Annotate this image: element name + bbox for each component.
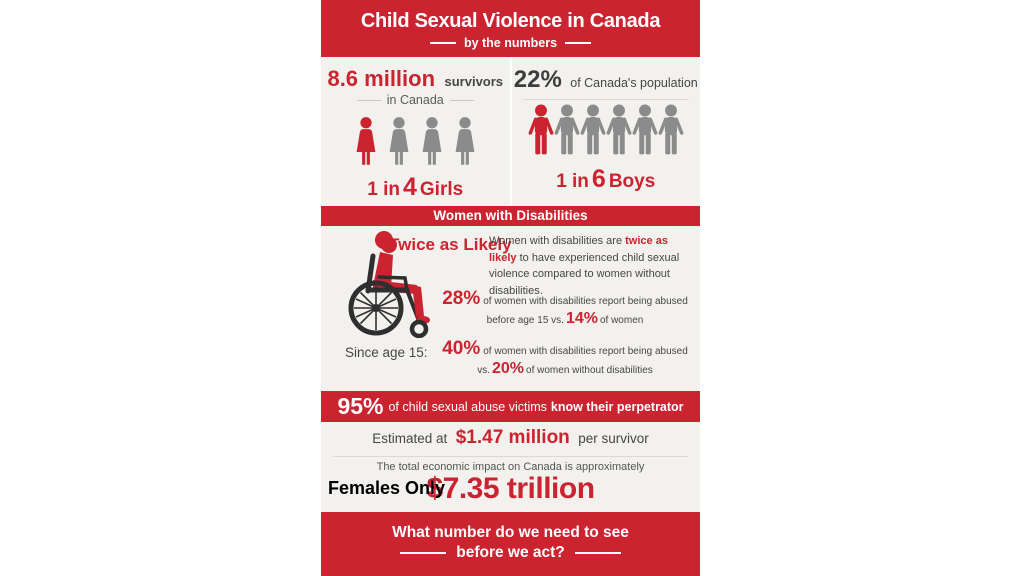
population-stat-row [512, 66, 701, 94]
caption-suffix: Girls [419, 179, 464, 200]
survivors-sub-row [321, 93, 510, 107]
footer-line-2: before we act? [456, 544, 565, 561]
caption-number: 6 [591, 165, 606, 193]
header-banner [321, 0, 700, 57]
stat-line-1 [431, 288, 699, 310]
girl-figure-icon [450, 116, 480, 170]
dash-right [575, 552, 621, 554]
survivors-sub: in Canada [386, 93, 444, 107]
stat-text: of women with disabilities report being abused [483, 346, 688, 357]
cost-per-survivor-row [321, 427, 700, 449]
cost-amount: $1.47 million [455, 427, 570, 448]
stat-pct: 40% [442, 338, 481, 359]
stat-pct2: 14% [565, 310, 598, 327]
survivors-stat-row [321, 66, 510, 92]
perpetrator-bold-text: know their perpetrator [550, 399, 684, 414]
cost-suffix: per survivor [578, 431, 649, 446]
girl-figure-icon [351, 116, 381, 170]
survivors-panel [321, 57, 512, 207]
survivors-stat-label: survivors [444, 74, 504, 89]
page-title: Child Sexual Violence in Canada [360, 10, 661, 32]
disabilities-banner: Women with Disabilities [321, 206, 700, 226]
dash-left [430, 42, 456, 44]
boy-figure-icon [580, 104, 606, 162]
dash-left [357, 100, 381, 101]
caption-number: 4 [403, 173, 417, 201]
section-divider-line [333, 456, 688, 457]
survivors-stat: 8.6 million [327, 66, 436, 91]
impact-description: The total economic impact on Canada is approximately [376, 461, 645, 473]
top-panels [321, 57, 700, 207]
boy-figure-icon [632, 104, 658, 162]
perpetrator-banner [321, 391, 700, 422]
boys-caption [512, 165, 701, 194]
dash-right [450, 100, 474, 101]
header-subtitle-row [321, 36, 700, 50]
stat-line2-prefix: before age 15 vs. [486, 315, 564, 326]
para-rest: to have experienced child sexual violence compared to women without disabilities. [489, 251, 680, 297]
boy-figure-icon [554, 104, 580, 162]
perpetrator-text: of child sexual abuse victims [388, 399, 547, 414]
disabilities-section [321, 226, 700, 391]
boy-figure-icon [606, 104, 632, 162]
since-age-label: Since age 15: [345, 345, 428, 360]
header-subtitle: by the numbers [463, 36, 558, 50]
population-stat: 22% [513, 66, 562, 93]
twice-as-likely-headline: Twice as Likely [389, 235, 512, 254]
caption-suffix: Boys [608, 171, 656, 192]
population-stat-label: of Canada's population [570, 76, 698, 90]
stat-line2-suffix: of women [599, 315, 644, 326]
stat-pct: 28% [442, 288, 481, 309]
stat-text: of women with disabilities report being abused [483, 296, 688, 307]
stat-line-1 [431, 338, 699, 360]
dash-right [565, 42, 591, 44]
para-emphasis: twice as likely [489, 235, 668, 264]
females-only-annotation: Females Only [328, 478, 446, 498]
footer-line-2-row [321, 544, 700, 562]
girl-figure-icon [417, 116, 447, 170]
boy-figure-icon [528, 104, 554, 162]
caption-prefix: 1 in [556, 171, 589, 192]
stat-line-2 [431, 360, 699, 378]
footer-banner [321, 512, 700, 576]
stat-line2-prefix: vs. [477, 365, 490, 376]
stat-since-15 [431, 338, 699, 378]
caption-prefix: 1 in [367, 179, 400, 200]
panel-divider-line [523, 99, 689, 100]
boy-figures-row [512, 104, 701, 162]
dash-left [400, 552, 446, 554]
infographic [321, 0, 700, 576]
girl-figures-row [321, 114, 510, 170]
para-prefix: Women with disabilities are [489, 235, 626, 247]
girls-caption [321, 173, 510, 202]
population-panel [512, 57, 701, 207]
girl-figure-icon [384, 116, 414, 170]
cost-prefix: Estimated at [372, 431, 448, 446]
stat-pct2: 20% [492, 360, 525, 377]
stat-before-15 [431, 288, 699, 328]
stat-line-2 [431, 310, 699, 328]
stat-line2-suffix: of women without disabilities [526, 365, 653, 376]
perpetrator-pct: 95% [337, 393, 384, 419]
impact-amount: $7.35 trillion [426, 472, 595, 505]
footer-line-1: What number do we need to see [392, 524, 629, 541]
boy-figure-icon [658, 104, 684, 162]
